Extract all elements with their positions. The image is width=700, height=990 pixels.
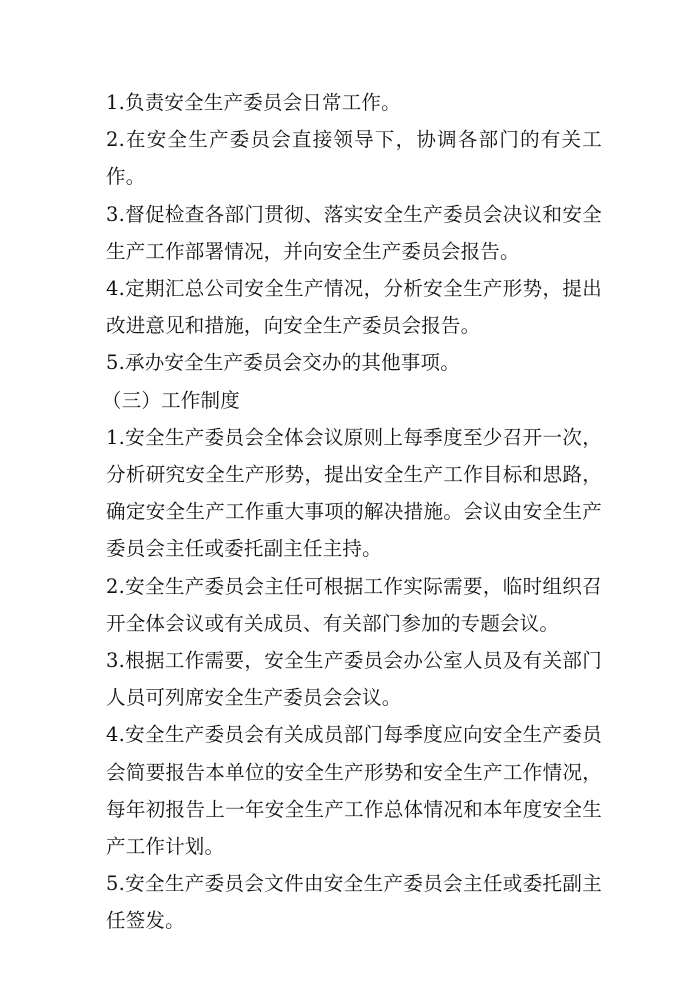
paragraph-duty-1: 1.负责安全生产委员会日常工作。 [106,91,401,114]
paragraph-duty-3: 3.督促检查各部门贯彻、落实安全生产委员会决议和安全生产工作部署情况，并向安全生产委员会报告。 [106,202,602,263]
paragraph-duty-4: 4.定期汇总公司安全生产情况，分析安全生产形势，提出改进意见和措施，向安全生产委员会报告。 [106,277,602,338]
paragraph-rule-2: 2.安全生产委员会主任可根据工作实际需要，临时组织召开全体会议或有关成员、有关部门参加的专题会议。 [106,574,602,635]
paragraph-rule-4: 4.安全生产委员会有关成员部门每季度应向安全生产委员会简要报告本单位的安全生产形势和安全生产工作情况，每年初报告上一年安全生产工作总体情况和本年度安全生产工作计划。 [106,723,602,859]
document-body [102,84,602,940]
paragraph-rule-1: 1.安全生产委员会全体会议原则上每季度至少召开一次，分析研究安全生产形势，提出安全生产工作目标和思路，确定安全生产工作重大事项的解决措施。会议由安全生产委员会主任或委托副主任主持。 [106,425,602,561]
paragraph-duty-5: 5.承办安全生产委员会交办的其他事项。 [106,351,460,375]
paragraph-duty-2: 2.在安全生产委员会直接领导下，协调各部门的有关工作。 [106,128,602,189]
paragraph-rule-3: 3.根据工作需要，安全生产委员会办公室人员及有关部门人员可列席安全生产委员会会议。 [106,649,602,710]
section-heading: （三）工作制度 [102,388,240,412]
paragraph-rule-5: 5.安全生产委员会文件由安全生产委员会主任或委托副主任签发。 [106,872,602,933]
